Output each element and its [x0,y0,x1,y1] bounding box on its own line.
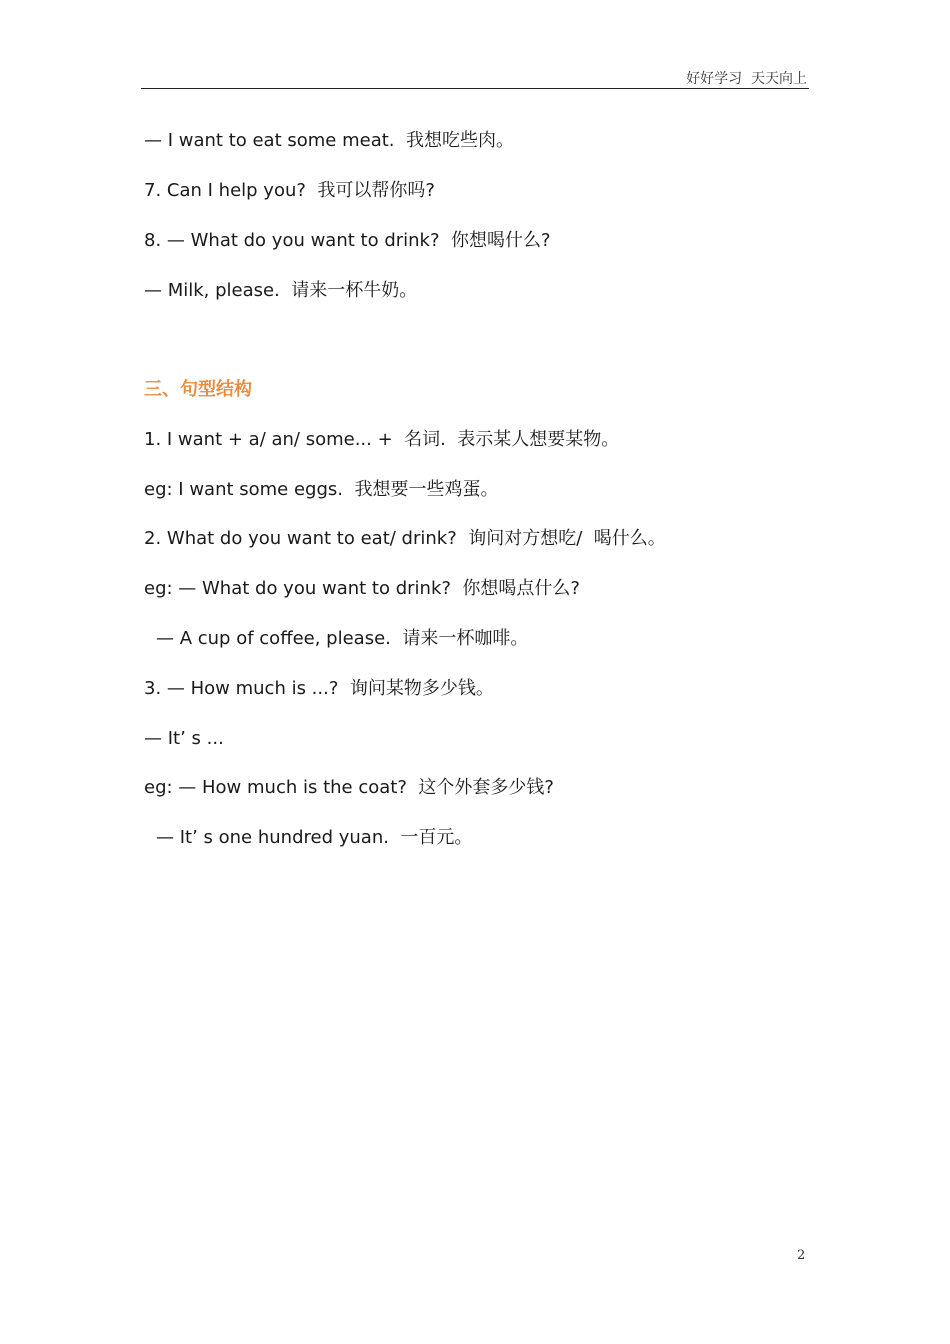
section-heading: 三、句型结构 [144,379,252,400]
header-divider [141,88,809,89]
text-line: eg: I want some eggs. 我想要一些鸡蛋。 [144,479,499,500]
text-line: eg: — How much is the coat? 这个外套多少钱? [144,777,554,798]
text-line: 7. Can I help you? 我可以帮你吗? [144,180,435,201]
text-line: — A cup of coffee, please. 请来一杯咖啡。 [156,628,529,649]
header-motto: 好好学习 天天向上 [686,71,807,87]
text-line: 2. What do you want to eat/ drink? 询问对方想吃/ 喝什么。 [144,528,666,549]
text-line: — Milk, please. 请来一杯牛奶。 [144,280,418,301]
text-line: 8. — What do you want to drink? 你想喝什么? [144,230,551,251]
text-line: — I want to eat some meat. 我想吃些肉。 [144,130,514,151]
text-line: — It’ s one hundred yuan. 一百元。 [156,827,473,848]
text-line: 1. I want + a/ an/ some... + 名词. 表示某人想要某物。 [144,429,620,450]
text-line: — It’ s ... [144,728,224,749]
text-line: 3. — How much is ...? 询问某物多少钱。 [144,678,494,699]
page-number: 2 [797,1248,806,1263]
text-line: eg: — What do you want to drink? 你想喝点什么? [144,578,580,599]
